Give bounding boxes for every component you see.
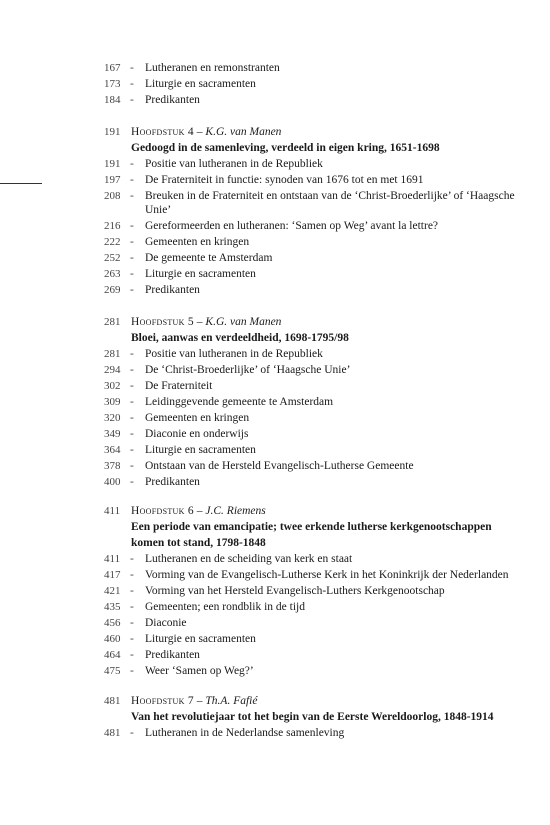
chapter-heading (0, 693, 550, 709)
entry-title: Lutheranen en remonstranten (145, 62, 280, 74)
page-number: 173 (104, 78, 121, 90)
entry-title: Predikanten (145, 649, 200, 661)
entry-title: Gereformeerden en lutheranen: ‘Samen op Weg’ avant la lettre? (145, 220, 439, 232)
chapter-author: K.G. van Manen (205, 126, 282, 138)
entry-title: Predikanten (145, 94, 200, 106)
entry-dash: - (130, 553, 134, 565)
page-number: 411 (104, 505, 121, 517)
entry-dash: - (130, 649, 134, 661)
entry-title: Vorming van de Evangelisch-Lutherse Kerk in het Koninkrijk der Nederlanden (145, 569, 509, 581)
entry-title: Gemeenten en kringen (145, 412, 250, 424)
entry-dash: - (130, 78, 134, 90)
page-number: 481 (104, 727, 121, 739)
chapter-label: Hoofdstuk 6 (131, 505, 194, 517)
toc-entry (0, 282, 550, 298)
page-number: 464 (104, 649, 121, 661)
entry-title: Diaconie en onderwijs (145, 428, 249, 440)
entry-dash: - (130, 94, 134, 106)
toc-entry-continuation (0, 202, 550, 218)
entry-title: Predikanten (145, 476, 200, 488)
chapter-title-line: Bloei, aanwas en verdeeldheid, 1698-1795/98 (131, 332, 349, 344)
chapter-label: Hoofdstuk 7 (131, 695, 194, 707)
chapter-title (0, 709, 550, 725)
chapter-title-line: komen tot stand, 1798-1848 (131, 537, 266, 549)
toc-entry (0, 567, 550, 583)
page-number: 378 (104, 460, 121, 472)
entry-title: Positie van lutheranen in de Republiek (145, 348, 323, 360)
entry-title: Vorming van het Hersteld Evangelisch-Luthers Kerkgenootschap (145, 585, 445, 597)
toc-entry (0, 76, 550, 92)
entry-dash: - (130, 617, 134, 629)
entry-title: Lutheranen in de Nederlandse samenleving (145, 727, 345, 739)
page-number: 460 (104, 633, 121, 645)
page-number: 216 (104, 220, 121, 232)
toc-entry (0, 378, 550, 394)
entry-dash: - (130, 348, 134, 360)
page-number: 481 (104, 695, 121, 707)
page-number: 184 (104, 94, 121, 106)
entry-dash: - (130, 236, 134, 248)
toc-entry (0, 156, 550, 172)
page-number: 263 (104, 268, 121, 280)
entry-dash: - (130, 268, 134, 280)
toc-entry (0, 647, 550, 663)
page-number: 400 (104, 476, 121, 488)
chapter-title (0, 330, 550, 346)
chapter-label: Hoofdstuk 4 (131, 126, 194, 138)
entry-title: Ontstaan van de Hersteld Evangelisch-Lutherse Gemeente (145, 460, 414, 472)
entry-title: Liturgie en sacramenten (145, 444, 256, 456)
entry-title: De ‘Christ-Broederlijke’ of ‘Haagsche Unie’ (145, 364, 351, 376)
page-number: 417 (104, 569, 121, 581)
chapter-heading (0, 503, 550, 519)
entry-dash: - (130, 380, 134, 392)
toc-entry (0, 250, 550, 266)
entry-dash: - (130, 585, 134, 597)
entry-dash: - (130, 727, 134, 739)
page-number: 281 (104, 316, 121, 328)
entry-dash: - (130, 364, 134, 376)
toc-entry (0, 394, 550, 410)
toc-entry (0, 474, 550, 490)
toc-entry (0, 442, 550, 458)
toc-entry (0, 583, 550, 599)
entry-dash: - (130, 62, 134, 74)
page-number: 302 (104, 380, 121, 392)
entry-title: Gemeenten en kringen (145, 236, 250, 248)
entry-title: Diaconie (145, 617, 187, 629)
entry-title: De Fraterniteit in functie: synoden van 1676 tot en met 1691 (145, 174, 424, 186)
toc-entry (0, 266, 550, 282)
entry-title: Predikanten (145, 284, 200, 296)
page-number: 349 (104, 428, 121, 440)
entry-dash: - (130, 284, 134, 296)
page-number: 208 (104, 190, 121, 202)
entry-dash: - (130, 158, 134, 170)
entry-title: Liturgie en sacramenten (145, 633, 256, 645)
page-number: 320 (104, 412, 121, 424)
entry-title: Weer ‘Samen op Weg?’ (145, 665, 254, 677)
entry-dash: - (130, 569, 134, 581)
toc-entry (0, 234, 550, 250)
page-number: 411 (104, 553, 121, 565)
page-number: 167 (104, 62, 121, 74)
page-number: 252 (104, 252, 121, 264)
entry-dash: - (130, 476, 134, 488)
entry-dash: - (130, 601, 134, 613)
entry-dash: - (130, 665, 134, 677)
chapter-heading (0, 124, 550, 140)
page-number: 421 (104, 585, 121, 597)
toc-entry (0, 663, 550, 679)
chapter-title-line: Gedoogd in de samenleving, verdeeld in eigen kring, 1651-1698 (131, 142, 440, 154)
separator: – (196, 695, 203, 707)
entry-dash: - (130, 396, 134, 408)
page-number: 435 (104, 601, 121, 613)
page-number: 475 (104, 665, 121, 677)
entry-dash: - (130, 252, 134, 264)
toc-entry (0, 346, 550, 362)
page-number: 281 (104, 348, 121, 360)
page-number: 191 (104, 158, 121, 170)
entry-dash: - (130, 633, 134, 645)
toc-entry (0, 218, 550, 234)
entry-dash: - (130, 412, 134, 424)
toc-entry (0, 362, 550, 378)
entry-title: Gemeenten; een rondblik in de tijd (145, 601, 305, 613)
toc-entry (0, 172, 550, 188)
page-number: 197 (104, 174, 121, 186)
toc-entry (0, 458, 550, 474)
chapter-title-line: Van het revolutiejaar tot het begin van de Eerste Wereldoorlog, 1848-1914 (131, 711, 494, 723)
entry-dash: - (130, 444, 134, 456)
entry-title: De Fraterniteit (145, 380, 213, 392)
entry-title: Liturgie en sacramenten (145, 268, 256, 280)
page-number: 294 (104, 364, 121, 376)
toc-entry (0, 92, 550, 108)
entry-title: Lutheranen en de scheiding van kerk en staat (145, 553, 353, 565)
page-number: 269 (104, 284, 121, 296)
toc-entry (0, 725, 550, 741)
separator: – (196, 505, 203, 517)
entry-title: Positie van lutheranen in de Republiek (145, 158, 323, 170)
toc-entry (0, 551, 550, 567)
entry-title: De gemeente te Amsterdam (145, 252, 273, 264)
chapter-author: Th.A. Fafié (205, 695, 258, 707)
page-number: 191 (104, 126, 121, 138)
entry-title: Leidinggevende gemeente te Amsterdam (145, 396, 334, 408)
entry-title: Breuken in de Fraterniteit en ontstaan van de ‘Christ-Broederlijke’ of ‘Haagsche (145, 190, 515, 202)
toc-entry (0, 426, 550, 442)
chapter-author: K.G. van Manen (205, 316, 282, 328)
toc-entry (0, 631, 550, 647)
entry-dash: - (130, 428, 134, 440)
toc-entry (0, 615, 550, 631)
entry-dash: - (130, 460, 134, 472)
chapter-title (0, 519, 550, 535)
chapter-title (0, 140, 550, 156)
page-number: 456 (104, 617, 121, 629)
separator: – (196, 316, 203, 328)
toc-entry (0, 60, 550, 76)
entry-dash: - (130, 190, 134, 202)
entry-dash: - (130, 174, 134, 186)
entry-title: Liturgie en sacramenten (145, 78, 256, 90)
chapter-title (0, 535, 550, 551)
toc-entry (0, 410, 550, 426)
page-number: 222 (104, 236, 121, 248)
entry-dash: - (130, 220, 134, 232)
chapter-label: Hoofdstuk 5 (131, 316, 194, 328)
page-number: 364 (104, 444, 121, 456)
separator: – (196, 126, 203, 138)
chapter-author: J.C. Riemens (205, 505, 266, 517)
chapter-title-line: Een periode van emancipatie; twee erkende lutherse kerkgenootschappen (131, 521, 492, 533)
chapter-heading (0, 314, 550, 330)
toc-entry (0, 599, 550, 615)
page-number: 309 (104, 396, 121, 408)
entry-title: Unie’ (145, 204, 172, 216)
